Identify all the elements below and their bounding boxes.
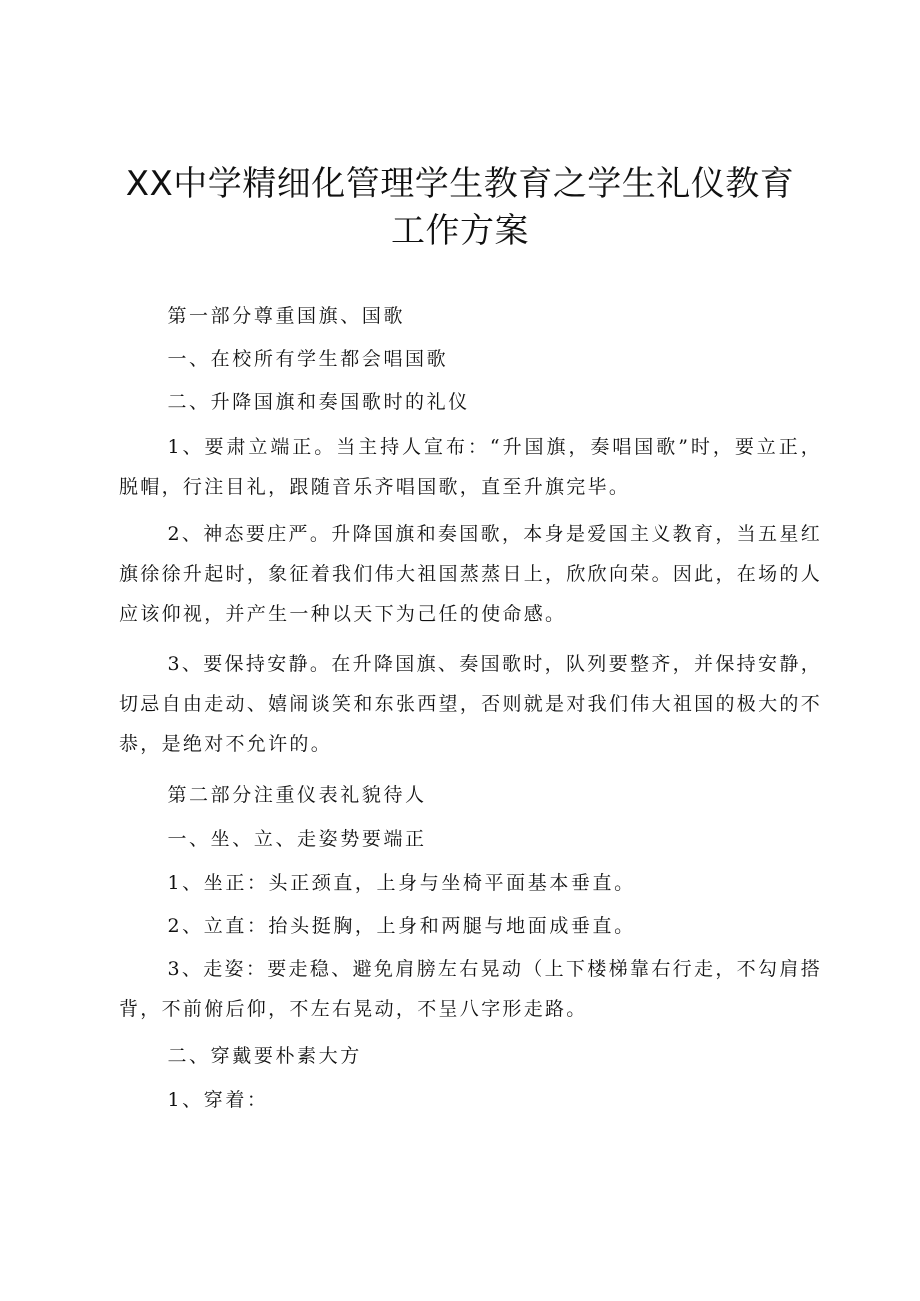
paragraph-stand-upright: 1、要肃立端正。当主持人宣布：“升国旗，奏唱国歌”时，要立正，脱帽，行注目礼，跟随音乐齐唱国歌，直至升旗完毕。 [119, 436, 822, 498]
subheading-sing-anthem: 一、在校所有学生都会唱国歌 [167, 348, 449, 370]
subheading-dress: 二、穿戴要朴素大方 [167, 1045, 362, 1067]
document-title-line-1: XX中学精细化管理学生教育之学生礼仪教育 [125, 164, 795, 204]
subheading-flag-etiquette: 二、升降国旗和奏国歌时的礼仪 [167, 391, 470, 413]
list-item-sitting: 1、坐正：头正颈直，上身与坐椅平面基本垂直。 [167, 872, 636, 894]
paragraph-keep-quiet: 3、要保持安静。在升降国旗、奏国歌时，队列要整齐，并保持安静，切忌自由走动、嬉闹谈笑和东张西望，否则就是对我们伟大祖国的极大的不恭，是绝对不允许的。 [119, 653, 822, 755]
list-item-standing: 2、立直：抬头挺胸，上身和两腿与地面成垂直。 [167, 915, 636, 937]
section-heading-part-one: 第一部分尊重国旗、国歌 [167, 305, 406, 327]
section-heading-part-two: 第二部分注重仪表礼貌待人 [167, 784, 427, 806]
subheading-posture: 一、坐、立、走姿势要端正 [167, 828, 427, 850]
paragraph-solemn-manner: 2、神态要庄严。升降国旗和奏国歌，本身是爱国主义教育，当五星红旗徐徐升起时，象征着我们伟大祖国蒸蒸日上，欣欣向荣。因此，在场的人应该仰视，并产生一种以天下为己任的使命感。 [119, 523, 822, 625]
document-title-line-2: 工作方案 [391, 211, 529, 251]
list-item-clothing: 1、穿着： [167, 1089, 269, 1111]
paragraph-walking: 3、走姿：要走稳、避免肩膀左右晃动（上下楼梯靠右行走，不勾肩搭背，不前俯后仰，不左右晃动，不呈八字形走路。 [119, 958, 822, 1020]
